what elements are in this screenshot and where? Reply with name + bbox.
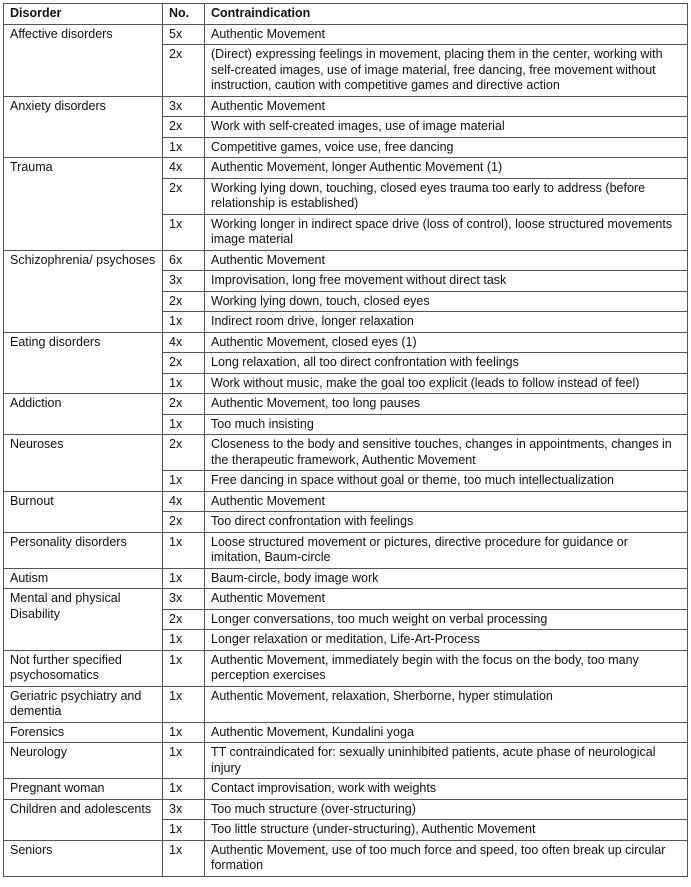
- disorder-cell: Schizophrenia/ psychoses: [4, 250, 163, 332]
- contraindication-cell: Too direct confrontation with feelings: [205, 512, 688, 533]
- contraindication-cell: Authentic Movement: [205, 589, 688, 610]
- disorder-cell: Personality disorders: [4, 532, 163, 568]
- count-cell: 1x: [163, 840, 205, 876]
- count-cell: 1x: [163, 568, 205, 589]
- count-cell: 1x: [163, 743, 205, 779]
- disorder-cell: Burnout: [4, 491, 163, 532]
- count-cell: 2x: [163, 117, 205, 138]
- contraindication-cell: Too much structure (over-structuring): [205, 799, 688, 820]
- table-row: [4, 589, 688, 610]
- contraindication-cell: Closeness to the body and sensitive touches, changes in appointments, changes in the therapeutic framework, Authentic Movement: [205, 435, 688, 471]
- disorder-cell: Autism: [4, 568, 163, 589]
- header-number: No.: [163, 4, 205, 25]
- table-row: [4, 779, 688, 800]
- table-row: [4, 394, 688, 415]
- table-row: [4, 96, 688, 117]
- disorder-cell: Affective disorders: [4, 24, 163, 96]
- count-cell: 4x: [163, 332, 205, 353]
- count-cell: 6x: [163, 250, 205, 271]
- contraindication-cell: TT contraindicated for: sexually uninhibited patients, acute phase of neurological injury: [205, 743, 688, 779]
- header-row: [4, 4, 688, 25]
- contraindication-cell: Authentic Movement, Kundalini yoga: [205, 722, 688, 743]
- count-cell: 2x: [163, 178, 205, 214]
- header-disorder: Disorder: [4, 4, 163, 25]
- contraindication-cell: Working lying down, touch, closed eyes: [205, 291, 688, 312]
- disorder-cell: Addiction: [4, 394, 163, 435]
- contraindication-cell: Improvisation, long free movement without direct task: [205, 271, 688, 292]
- count-cell: 1x: [163, 414, 205, 435]
- contraindication-cell: Too little structure (under-structuring), Authentic Movement: [205, 820, 688, 841]
- disorder-cell: Anxiety disorders: [4, 96, 163, 158]
- table-row: [4, 250, 688, 271]
- contraindication-cell: Authentic Movement, immediately begin with the focus on the body, too many perception exercises: [205, 650, 688, 686]
- count-cell: 3x: [163, 271, 205, 292]
- disorder-cell: Geriatric psychiatry and dementia: [4, 686, 163, 722]
- table-row: [4, 532, 688, 568]
- table-row: [4, 686, 688, 722]
- table-row: [4, 568, 688, 589]
- count-cell: 5x: [163, 24, 205, 45]
- disorder-cell: Trauma: [4, 158, 163, 251]
- table-row: [4, 158, 688, 179]
- table-body: [4, 24, 688, 876]
- table-row: [4, 332, 688, 353]
- count-cell: 1x: [163, 650, 205, 686]
- disorder-cell: Neurology: [4, 743, 163, 779]
- disorder-cell: Seniors: [4, 840, 163, 876]
- table-row: [4, 743, 688, 779]
- count-cell: 2x: [163, 435, 205, 471]
- contraindication-cell: Longer conversations, too much weight on verbal processing: [205, 609, 688, 630]
- contraindication-cell: Work without music, make the goal too explicit (leads to follow instead of feel): [205, 373, 688, 394]
- disorder-cell: Eating disorders: [4, 332, 163, 394]
- disorder-cell: Children and adolescents: [4, 799, 163, 840]
- table-row: [4, 650, 688, 686]
- contraindication-cell: Working lying down, touching, closed eyes trauma too early to address (before relationship is established): [205, 178, 688, 214]
- count-cell: 4x: [163, 491, 205, 512]
- disorder-cell: Forensics: [4, 722, 163, 743]
- contraindication-table: [3, 3, 688, 877]
- contraindication-cell: Authentic Movement, longer Authentic Movement (1): [205, 158, 688, 179]
- table-row: [4, 435, 688, 471]
- header-contraindication: Contraindication: [205, 4, 688, 25]
- count-cell: 1x: [163, 214, 205, 250]
- count-cell: 2x: [163, 512, 205, 533]
- contraindication-cell: Long relaxation, all too direct confrontation with feelings: [205, 353, 688, 374]
- disorder-cell: Mental and physical Disability: [4, 589, 163, 651]
- contraindication-cell: Authentic Movement: [205, 96, 688, 117]
- disorder-cell: Neuroses: [4, 435, 163, 492]
- contraindication-cell: Authentic Movement, closed eyes (1): [205, 332, 688, 353]
- table-row: [4, 491, 688, 512]
- table-row: [4, 722, 688, 743]
- contraindication-cell: Loose structured movement or pictures, directive procedure for guidance or imitation, Baum-circle: [205, 532, 688, 568]
- contraindication-cell: Longer relaxation or meditation, Life-Art-Process: [205, 630, 688, 651]
- disorder-cell: Not further specified psychosomatics: [4, 650, 163, 686]
- contraindication-cell: Work with self-created images, use of image material: [205, 117, 688, 138]
- count-cell: 1x: [163, 373, 205, 394]
- count-cell: 1x: [163, 722, 205, 743]
- contraindication-cell: Authentic Movement: [205, 491, 688, 512]
- contraindication-cell: Authentic Movement: [205, 250, 688, 271]
- count-cell: 3x: [163, 96, 205, 117]
- count-cell: 2x: [163, 45, 205, 97]
- count-cell: 2x: [163, 394, 205, 415]
- contraindication-cell: Authentic Movement: [205, 24, 688, 45]
- contraindication-cell: Working longer in indirect space drive (loss of control), loose structured movements image material: [205, 214, 688, 250]
- contraindication-cell: Baum-circle, body image work: [205, 568, 688, 589]
- contraindication-cell: Authentic Movement, use of too much force and speed, too often break up circular formation: [205, 840, 688, 876]
- count-cell: 1x: [163, 820, 205, 841]
- count-cell: 1x: [163, 532, 205, 568]
- disorder-cell: Pregnant woman: [4, 779, 163, 800]
- count-cell: 2x: [163, 291, 205, 312]
- count-cell: 2x: [163, 609, 205, 630]
- count-cell: 1x: [163, 312, 205, 333]
- contraindication-cell: Competitive games, voice use, free dancing: [205, 137, 688, 158]
- table-header: [4, 4, 688, 25]
- contraindication-cell: Free dancing in space without goal or theme, too much intellectualization: [205, 471, 688, 492]
- count-cell: 3x: [163, 799, 205, 820]
- count-cell: 1x: [163, 686, 205, 722]
- count-cell: 1x: [163, 630, 205, 651]
- count-cell: 1x: [163, 137, 205, 158]
- table-row: [4, 840, 688, 876]
- contraindication-cell: Contact improvisation, work with weights: [205, 779, 688, 800]
- table-row: [4, 24, 688, 45]
- table-row: [4, 799, 688, 820]
- count-cell: 4x: [163, 158, 205, 179]
- contraindication-cell: Authentic Movement, too long pauses: [205, 394, 688, 415]
- count-cell: 1x: [163, 779, 205, 800]
- contraindication-cell: Too much insisting: [205, 414, 688, 435]
- contraindication-cell: (Direct) expressing feelings in movement, placing them in the center, working with self-created images, use of image material, free dancing, free movement without instruction, caution with competitive games and directive action: [205, 45, 688, 97]
- contraindication-cell: Authentic Movement, relaxation, Sherborne, hyper stimulation: [205, 686, 688, 722]
- count-cell: 3x: [163, 589, 205, 610]
- count-cell: 1x: [163, 471, 205, 492]
- count-cell: 2x: [163, 353, 205, 374]
- contraindication-cell: Indirect room drive, longer relaxation: [205, 312, 688, 333]
